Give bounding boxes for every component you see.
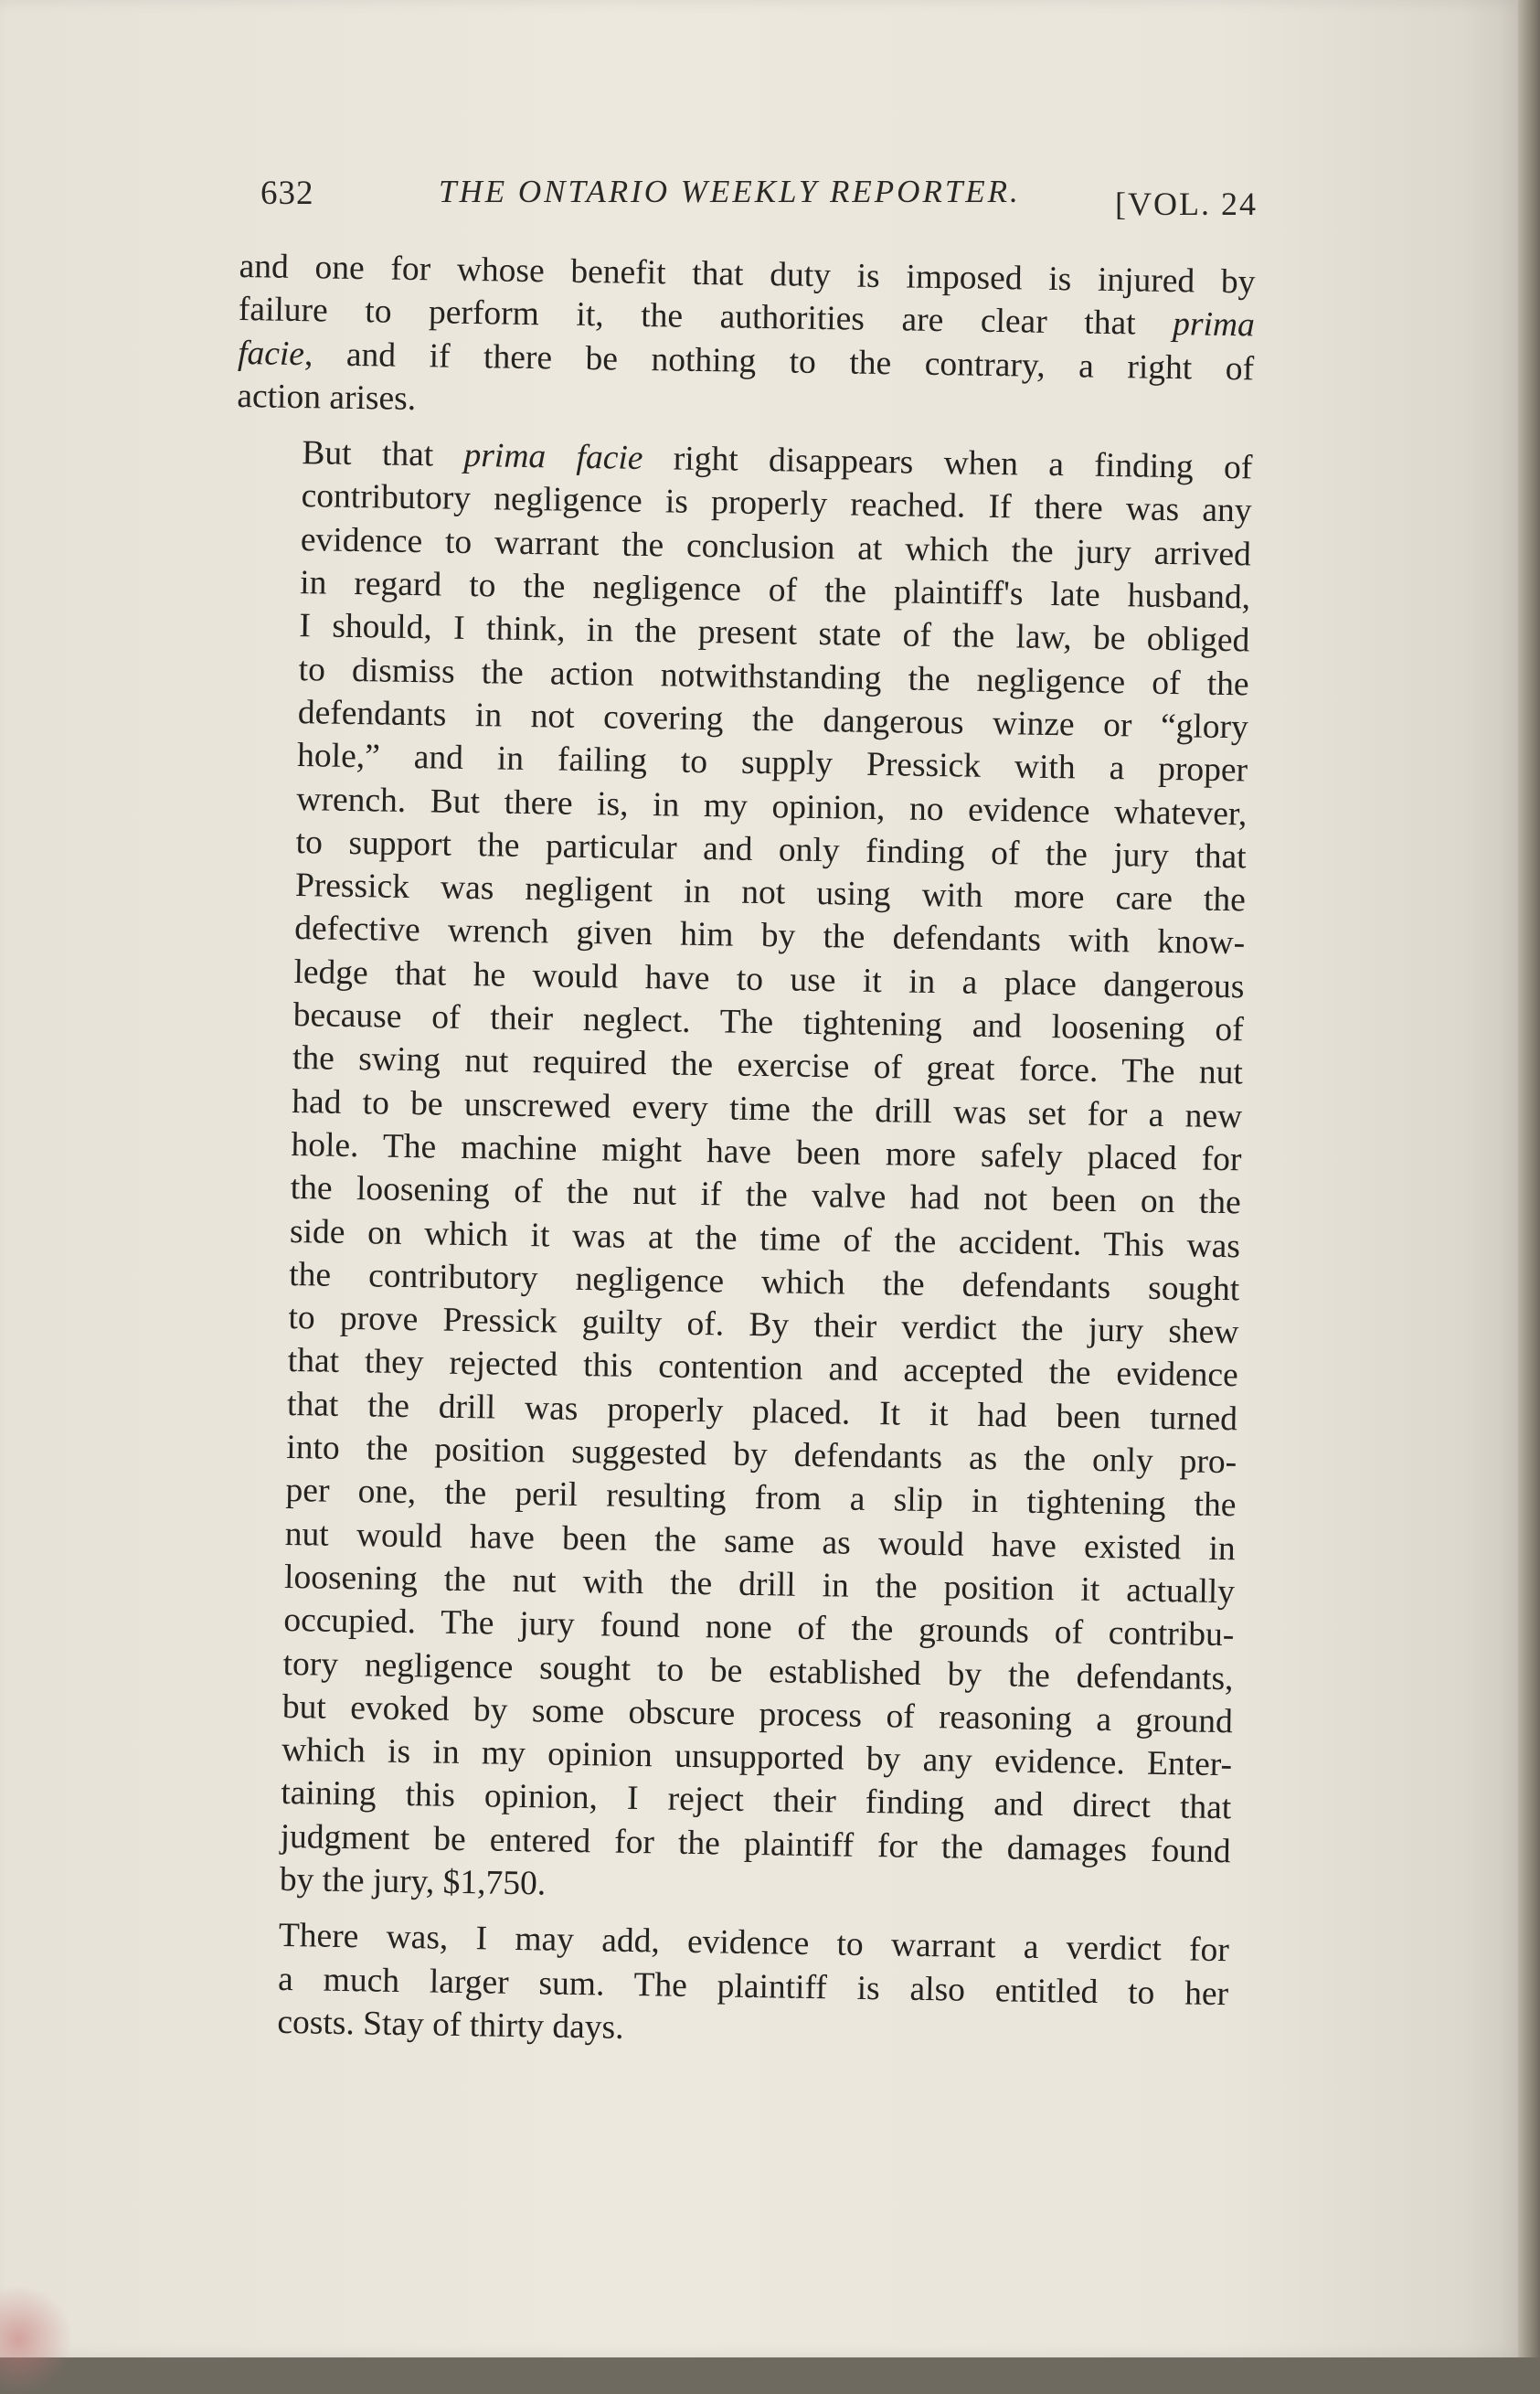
- text-line: tory negligence sought to be established by the defendants,: [282, 1644, 1234, 1697]
- text-line: But that prima facie right disappears when a finding of: [302, 434, 1253, 487]
- body-text: [211, 245, 1256, 2059]
- text-line: contributory negligence is properly reached. If there was any: [301, 477, 1252, 530]
- text-line: the contributory negligence which the defendants sought: [288, 1255, 1240, 1309]
- text-line: but evoked by some obscure process of reasoning a ground: [281, 1687, 1234, 1741]
- text-line: the swing nut required the exercise of great force. The nut: [292, 1039, 1244, 1092]
- text-line: defective wrench given him by the defendants with know-: [293, 910, 1246, 963]
- text-line: ledge that he would have to use it in a place dangerous: [293, 952, 1245, 1006]
- page-edge: [1518, 0, 1540, 2357]
- text-line: costs. Stay of thirty days.: [277, 2003, 624, 2047]
- text-line: hole,” and in failing to supply Pressick with a proper: [296, 737, 1248, 790]
- text-line: evidence to warrant the conclusion at which the jury arrived: [300, 520, 1252, 574]
- text-line: facie, and if there be nothing to the contrary, a right of: [237, 334, 1255, 388]
- text-line: per one, the peril resulting from a slip in tightening the: [285, 1472, 1237, 1525]
- text-line: hole. The machine might have been more safely placed for: [291, 1125, 1242, 1179]
- paragraph: [214, 431, 1253, 1916]
- text-line: into the position suggested by defendants as the only pro-: [286, 1428, 1237, 1482]
- text-line: in regard to the negligence of the plaintiff's late husband,: [299, 564, 1251, 617]
- text-line: Pressick was negligent in not using with more care the: [294, 867, 1247, 920]
- text-line: and one for whose benefit that duty is imposed is injured by: [239, 247, 1256, 302]
- text-line: failure to perform it, the authorities are clear that prima: [238, 291, 1256, 345]
- text-line: side on which it was at the time of the accident. This was: [289, 1212, 1241, 1265]
- text-line: by the jury, $1,750.: [279, 1860, 547, 1903]
- page-stain: [0, 2284, 73, 2394]
- text-line: judgment be entered for the plaintiff for the damages found: [280, 1817, 1231, 1870]
- running-header: [260, 174, 1266, 238]
- text-line: loosening the nut with the drill in the position it actually: [283, 1558, 1236, 1612]
- text-line: action arises.: [237, 377, 417, 418]
- paragraph: [211, 1913, 1229, 2059]
- text-line: I should, I think, in the present state of the law, be obliged: [299, 607, 1250, 660]
- text-line: which is in my opinion unsupported by any evidence. Enter-: [281, 1731, 1233, 1784]
- text-line: There was, I may add, evidence to warrant a verdict for: [278, 1917, 1230, 1970]
- text-line: occupied. The jury found none of the grounds of contribu-: [283, 1601, 1235, 1655]
- text-line: nut would have been the same as would have existed in: [284, 1515, 1237, 1568]
- running-title: THE ONTARIO WEEKLY REPORTER.: [439, 174, 1021, 209]
- text-line: to dismiss the action notwithstanding the negligence of the: [298, 650, 1249, 704]
- text-line: a much larger sum. The plaintiff is also entitled to her: [277, 1960, 1229, 2013]
- text-line: to prove Pressick guilty of. By their verdict the jury shew: [288, 1299, 1239, 1352]
- paragraph: [237, 245, 1256, 434]
- text-line: defendants in not covering the dangerous winze or “glory: [297, 694, 1249, 747]
- text-line: taining this opinion, I reject their finding and direct that: [281, 1774, 1232, 1827]
- text-line: had to be unscrewed every time the drill was set for a new: [291, 1082, 1243, 1135]
- text-line: because of their neglect. The tightening and loosening of: [292, 996, 1244, 1049]
- page-number: 632: [260, 175, 314, 212]
- text-line: to support the particular and only finding of the jury that: [295, 823, 1247, 877]
- text-line: wrench. But there is, in my opinion, no evidence whatever,: [296, 780, 1248, 833]
- volume-label: [VOL. 24: [1115, 186, 1258, 222]
- text-line: that they rejected this contention and accepted the evidence: [287, 1342, 1239, 1395]
- text-line: the loosening of the nut if the valve had not been on the: [290, 1169, 1241, 1222]
- text-line: that the drill was properly placed. It it had been turned: [286, 1385, 1238, 1439]
